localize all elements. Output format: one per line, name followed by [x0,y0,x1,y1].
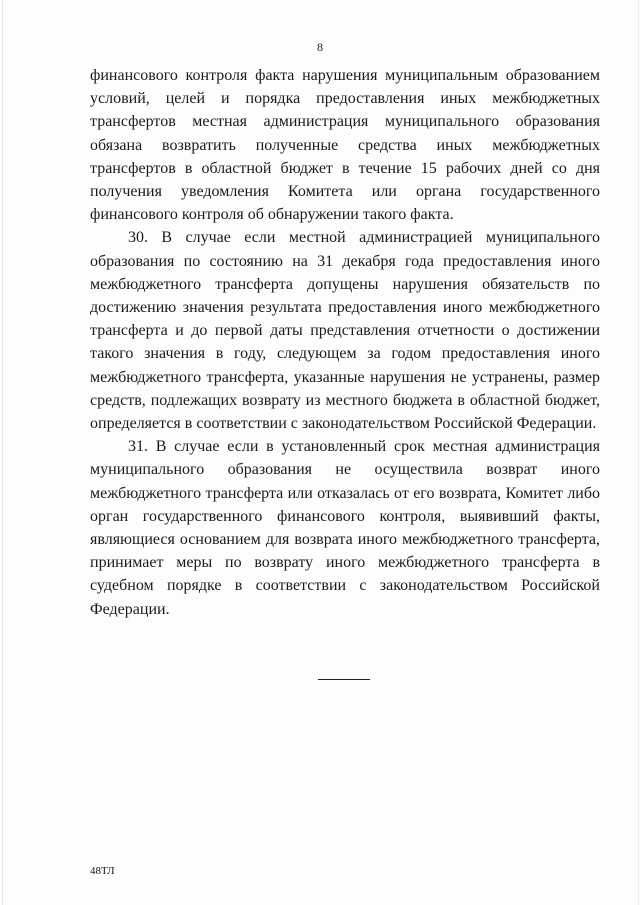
footer-code: 48ТЛ [90,865,115,877]
scan-edge-left [2,0,3,905]
document-body [90,64,600,621]
paragraph-continuation: финансового контроля факта нарушения муниципальным образованием условий, целей и порядка предоставления иных межбюджетных трансфертов местная администрация муниципального образования обязана возвратить полученные средства иных межбюджетных трансфертов в областной бюджет в течение 15 рабочих дней со дня получения уведомления Комитета или органа государственного финансового контроля об обнаружении такого факта. [90,67,600,224]
paragraph-30: 30. В случае если местной администрацией муниципального образования по состоянию на 31 декабря года предоставления иного межбюджетного трансферта допущены нарушения обязательств по достижению значения результата предоставления иного межбюджетного трансферта и до первой даты представления отчетности о достижении такого значения в году, следующем за годом предоставления иного межбюджетного трансферта, указанные нарушения не устранены, размер средств, подлежащих возврату из местного бюджета в областной бюджет, определяется в соответствии с законодательством Российской Федерации. [90,229,600,433]
scan-edge-right [638,0,639,905]
end-divider [318,679,370,680]
page-number: 8 [317,40,323,54]
paragraph-31: 31. В случае если в установленный срок местная администрация муниципального образования не осуществила возврат иного межбюджетного трансферта или отказалась от его возврата, Комитет либо орган государственного финансового контроля, выявивший факты, являющиеся основанием для возврата иного межбюджетного трансферта, принимает меры по возврату иного межбюджетного трансферта в судебном порядке в соответствии с законодательством Российской Федерации. [90,438,600,618]
